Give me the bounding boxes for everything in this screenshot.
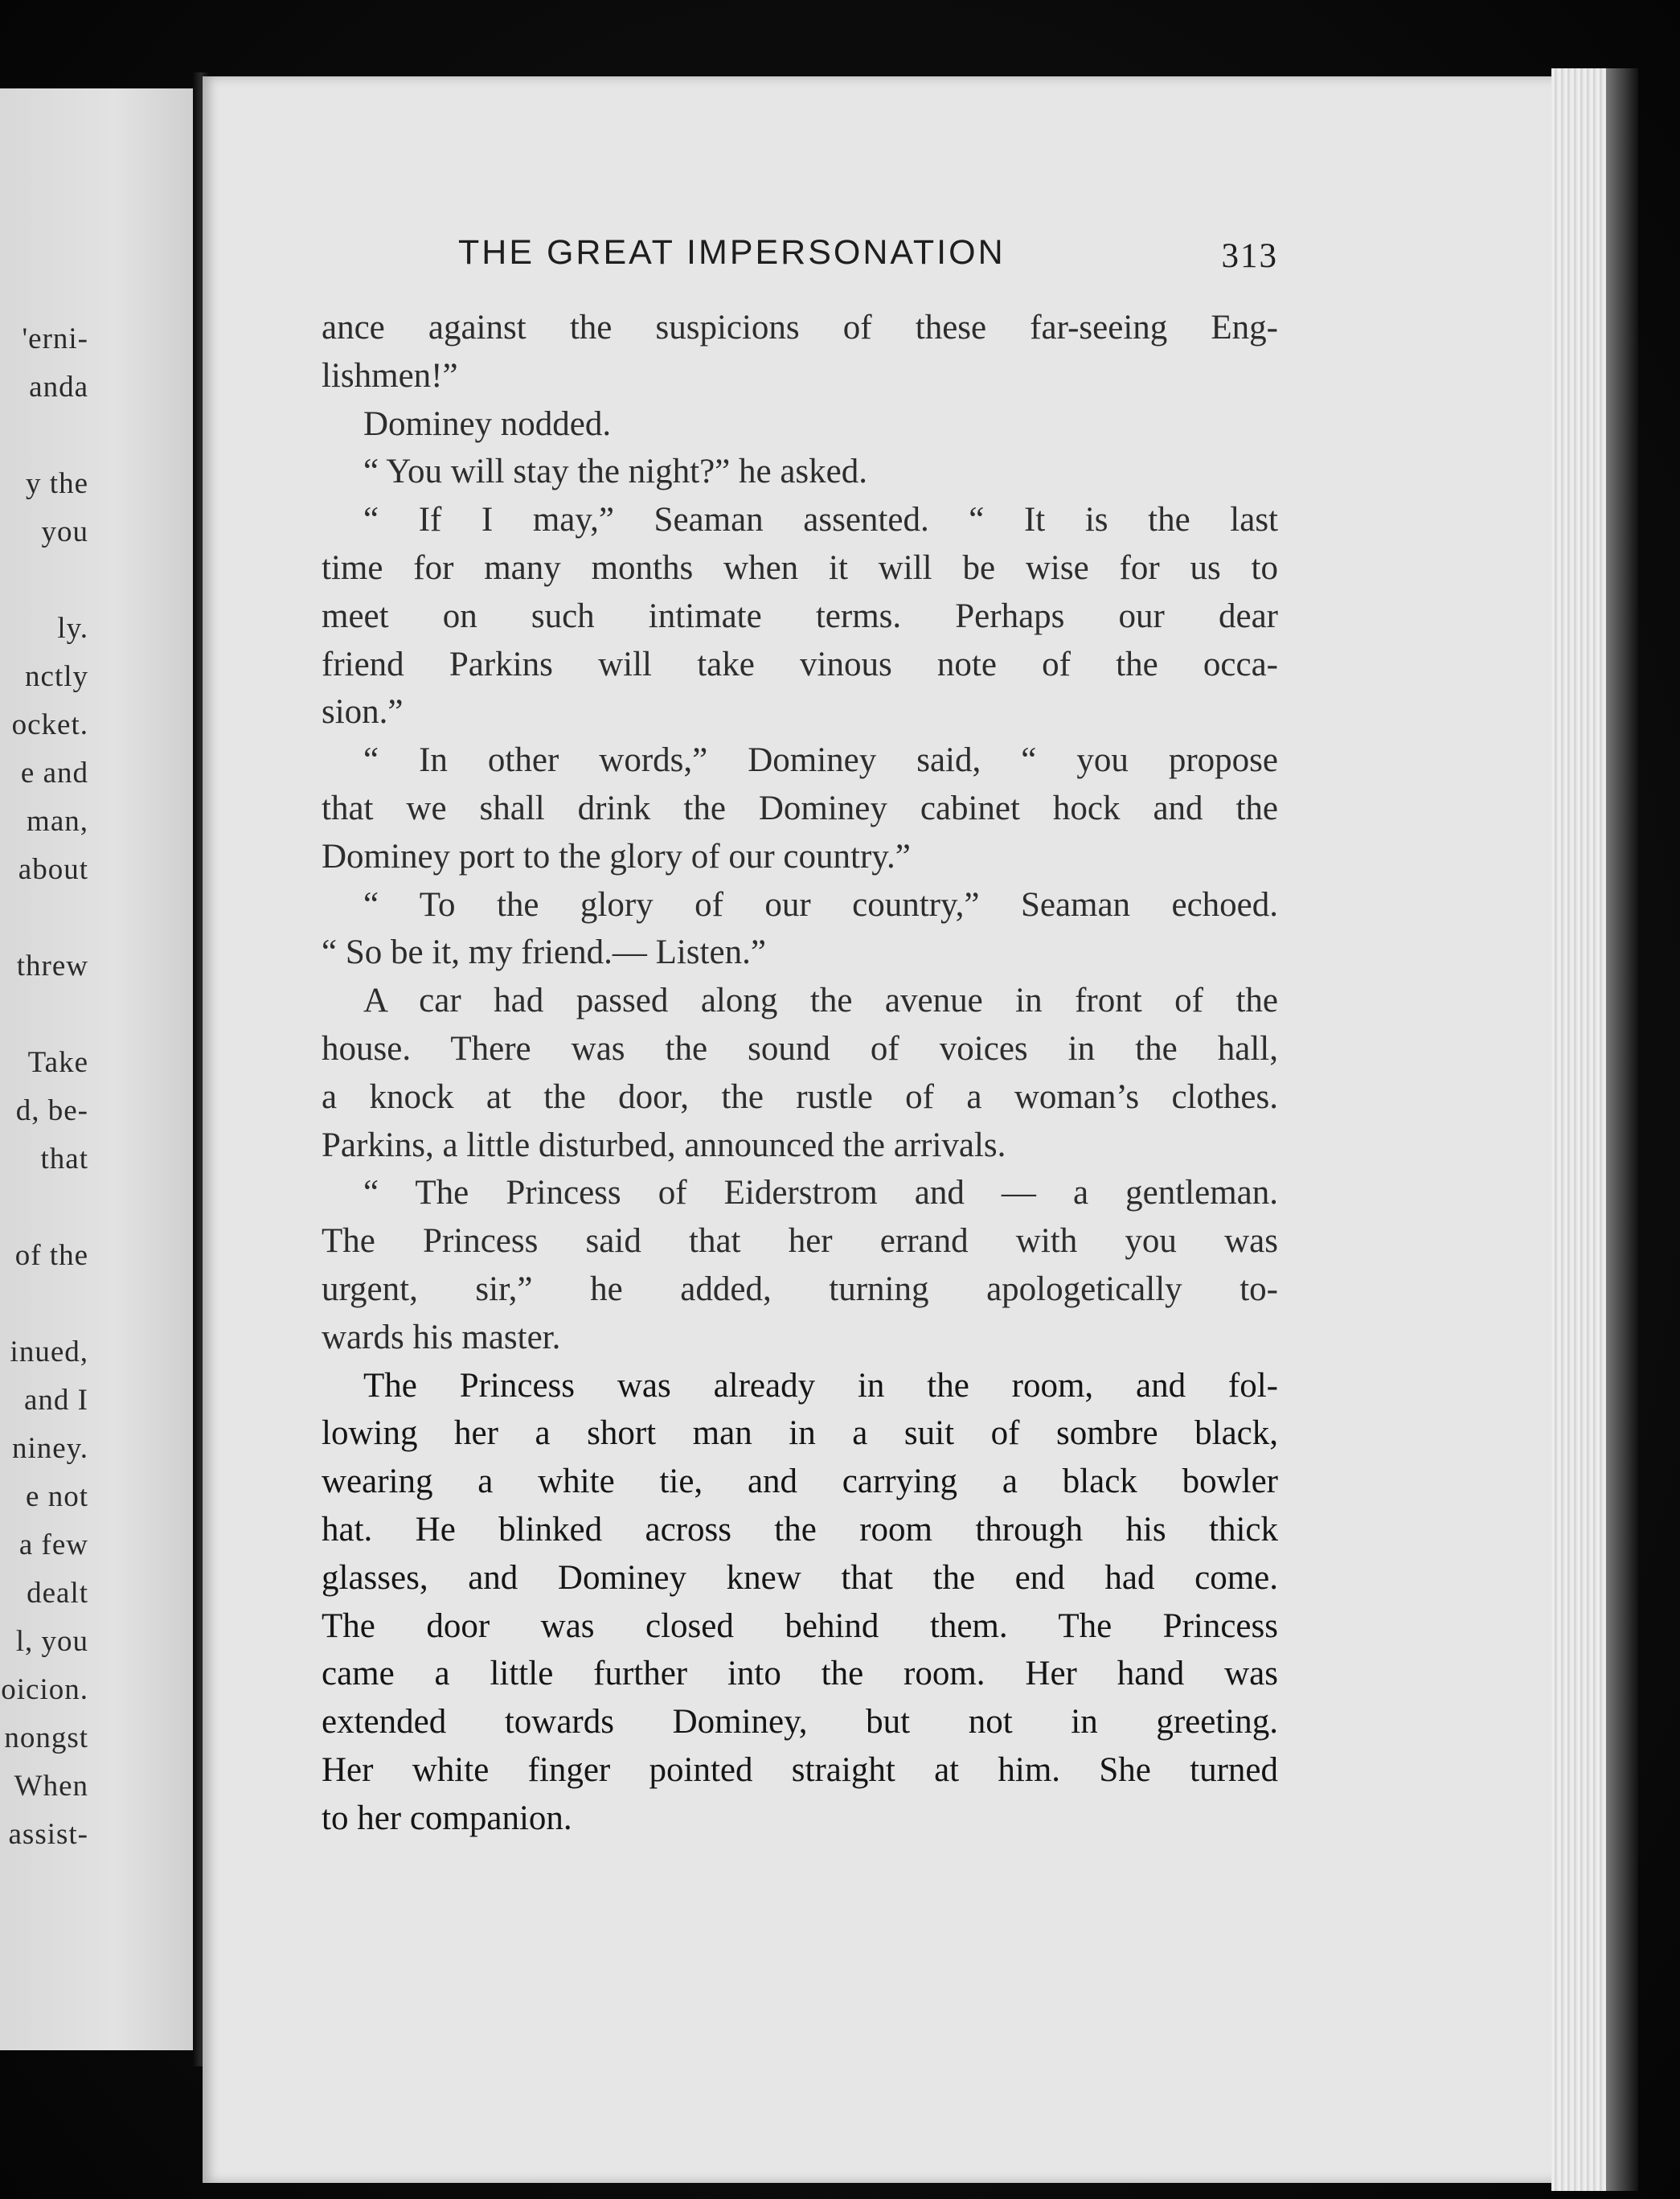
text-line: lishmen!”: [322, 356, 458, 395]
left-page-fragment: you: [41, 515, 88, 548]
left-page-fragment: d, be-: [15, 1094, 88, 1127]
body-text: [322, 304, 1278, 1843]
text-line: Parkins, a little disturbed, announced the arrivals.: [322, 1126, 1006, 1164]
text-line: to her companion.: [322, 1799, 572, 1837]
text-line: “ To the glory of our country,” Seaman echoed.: [363, 885, 1278, 924]
left-page-fragment: y the: [26, 467, 88, 500]
left-page-fragment: l, you: [15, 1625, 88, 1658]
text-line: “ So be it, my friend.— Listen.”: [322, 933, 766, 972]
text-line: The door was closed behind them. The Princess: [322, 1606, 1278, 1645]
text-line: “ You will stay the night?” he asked.: [363, 453, 867, 491]
left-page-fragment: and I: [24, 1384, 88, 1417]
left-page-fragment: nongst: [4, 1721, 88, 1754]
left-page-fragment: niney.: [11, 1432, 88, 1465]
left-page-fragment: e and: [20, 757, 88, 790]
text-line: “ In other words,” Dominey said, “ you propose: [363, 741, 1278, 780]
text-line: The Princess said that her errand with you was: [322, 1222, 1278, 1261]
text-line: hat. He blinked across the room through his thick: [322, 1510, 1278, 1549]
left-facing-page: [0, 88, 193, 2050]
left-page-fragment: threw: [16, 950, 88, 983]
text-line: friend Parkins will take vinous note of the occa-: [322, 645, 1278, 683]
text-line: sion.”: [322, 693, 404, 732]
left-page-fragment: dealt: [27, 1577, 88, 1610]
text-line: “ The Princess of Eiderstrom and — a gentleman.: [363, 1174, 1278, 1212]
page-edges-shadow: [1606, 68, 1638, 2191]
text-line: Dominey port to the glory of our country.”: [322, 837, 911, 876]
left-page-fragment: of the: [14, 1239, 88, 1272]
text-line: came a little further into the room. Her hand was: [322, 1655, 1278, 1693]
running-header: [322, 233, 1278, 281]
left-page-fragment: man,: [27, 805, 88, 838]
left-page-fragment: anda: [29, 371, 88, 404]
text-line: ance against the suspicions of these far-seeing Eng-: [322, 309, 1278, 347]
text-line: glasses, and Dominey knew that the end had come.: [322, 1558, 1278, 1597]
left-page-fragment: oicion.: [1, 1673, 88, 1706]
left-page-fragment: assist-: [8, 1818, 88, 1851]
text-line: lowing her a short man in a suit of sombre black,: [322, 1414, 1278, 1453]
left-page-fragment: that: [40, 1143, 88, 1175]
book-title: THE GREAT IMPERSONATION: [458, 233, 1006, 272]
text-line: Her white finger pointed straight at him. She turned: [322, 1750, 1278, 1789]
left-page-fragment: 'erni-: [22, 322, 88, 355]
left-page-fragment: Take: [27, 1046, 88, 1079]
left-page-fragment: inued,: [10, 1335, 88, 1368]
left-page-fragment: a few: [18, 1528, 88, 1561]
text-line: Dominey nodded.: [363, 404, 612, 443]
left-page-fragment: ly.: [57, 612, 88, 645]
text-line: urgent, sir,” he added, turning apologetically to-: [322, 1270, 1278, 1308]
text-line: “ If I may,” Seaman assented. “ It is the last: [363, 501, 1278, 539]
left-page-fragment: ocket.: [11, 708, 88, 741]
page-edges: [1551, 68, 1606, 2191]
text-line: meet on such intimate terms. Perhaps our dear: [322, 597, 1278, 635]
left-page-fragment: When: [14, 1770, 88, 1803]
text-line: a knock at the door, the rustle of a woman’s clothes.: [322, 1077, 1278, 1116]
page-number: 313: [1221, 237, 1278, 275]
text-line: that we shall drink the Dominey cabinet hock and the: [322, 789, 1278, 827]
left-page-fragment: nctly: [25, 660, 88, 693]
text-line: The Princess was already in the room, and fol-: [363, 1366, 1278, 1405]
text-line: house. There was the sound of voices in the hall,: [322, 1029, 1278, 1068]
text-line: time for many months when it will be wise for us to: [322, 548, 1278, 587]
text-line: extended towards Dominey, but not in greeting.: [322, 1703, 1278, 1742]
text-line: A car had passed along the avenue in front of the: [363, 982, 1278, 1020]
left-page-fragment: about: [18, 853, 88, 886]
text-line: wearing a white tie, and carrying a black bowler: [322, 1463, 1278, 1501]
text-line: wards his master.: [322, 1318, 561, 1356]
left-page-fragment: e not: [26, 1480, 88, 1513]
